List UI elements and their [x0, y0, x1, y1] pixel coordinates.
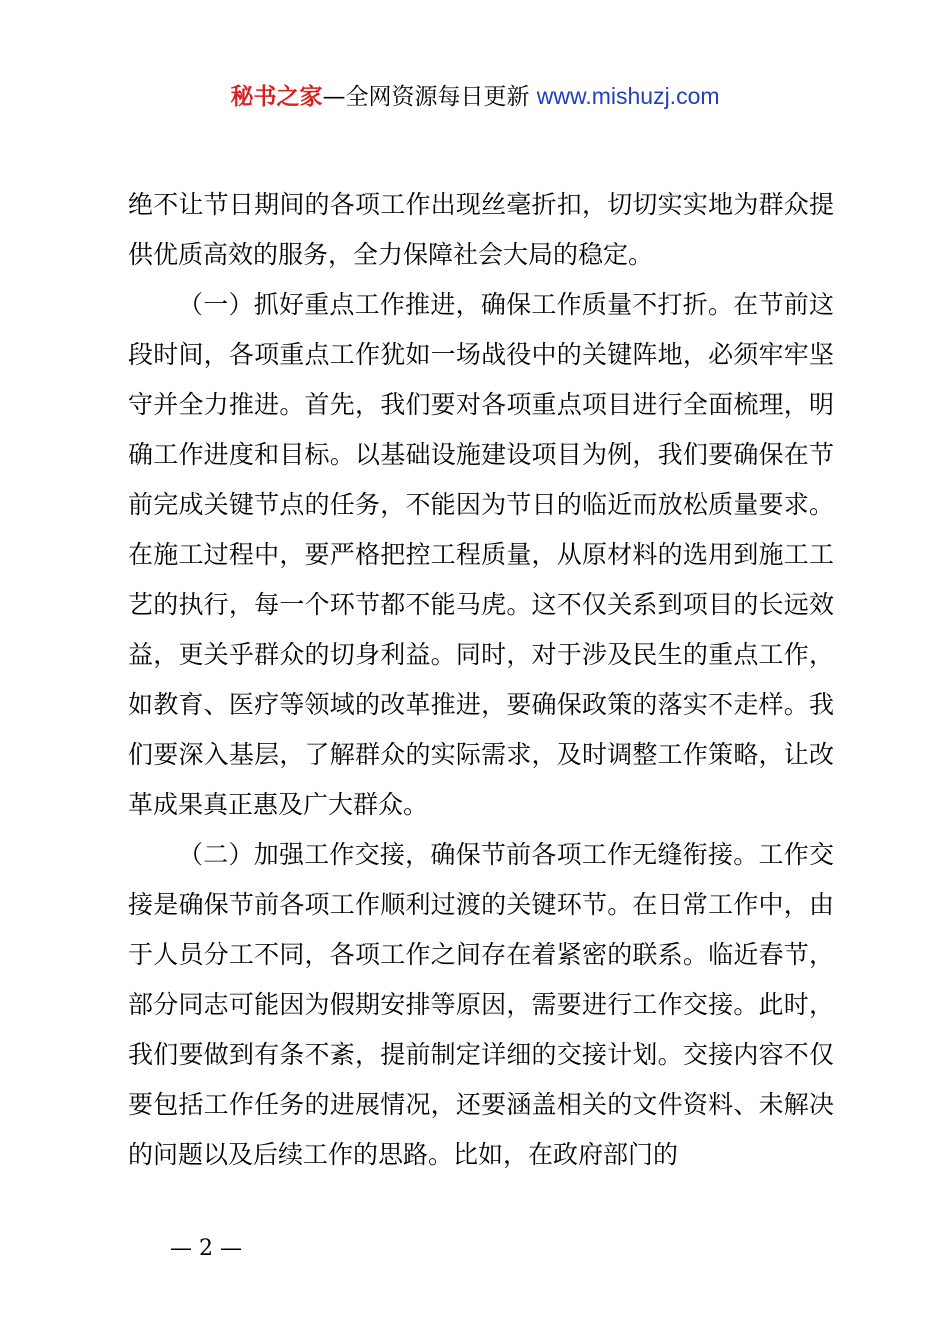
page-number: — 2 — [170, 1236, 242, 1261]
paragraph-continuation: 绝不让节日期间的各项工作出现丝毫折扣，切切实实地为群众提供优质高效的服务，全力保障社会大局的稳定。 [128, 190, 834, 269]
document-body [128, 180, 834, 1180]
header-tagline: —全网资源每日更新 [322, 84, 537, 110]
paragraph-section-2: （二）加强工作交接，确保节前各项工作无缝衔接。工作交接是确保节前各项工作顺利过渡的关键环节。在日常工作中，由于人员分工不同，各项工作之间存在着紧密的联系。临近春节，部分同志可能因为假期安排等原因，需要进行工作交接。此时，我们要做到有条不紊，提前制定详细的交接计划。交接内容不仅要包括工作任务的进展情况，还要涵盖相关的文件资料、未解决的问题以及后续工作的思路。比如，在政府部门的 [128, 840, 834, 1169]
paragraph-section-1: （一）抓好重点工作推进，确保工作质量不打折。在节前这段时间，各项重点工作犹如一场战役中的关键阵地，必须牢牢坚守并全力推进。首先，我们要对各项重点项目进行全面梳理，明确工作进度和目标。以基础设施建设项目为例，我们要确保在节前完成关键节点的任务，不能因为节日的临近而放松质量要求。在施工过程中，要严格把控工程质量，从原材料的选用到施工工艺的执行，每一个环节都不能马虎。这不仅关系到项目的长远效益，更关乎群众的切身利益。同时，对于涉及民生的重点工作，如教育、医疗等领域的改革推进，要确保政策的落实不走样。我们要深入基层，了解群众的实际需求，及时调整工作策略，让改革成果真正惠及广大群众。 [128, 290, 834, 819]
site-url[interactable]: www.mishuzj.com [536, 83, 720, 109]
site-header [0, 78, 950, 115]
brand-name: 秘书之家 [230, 84, 323, 110]
